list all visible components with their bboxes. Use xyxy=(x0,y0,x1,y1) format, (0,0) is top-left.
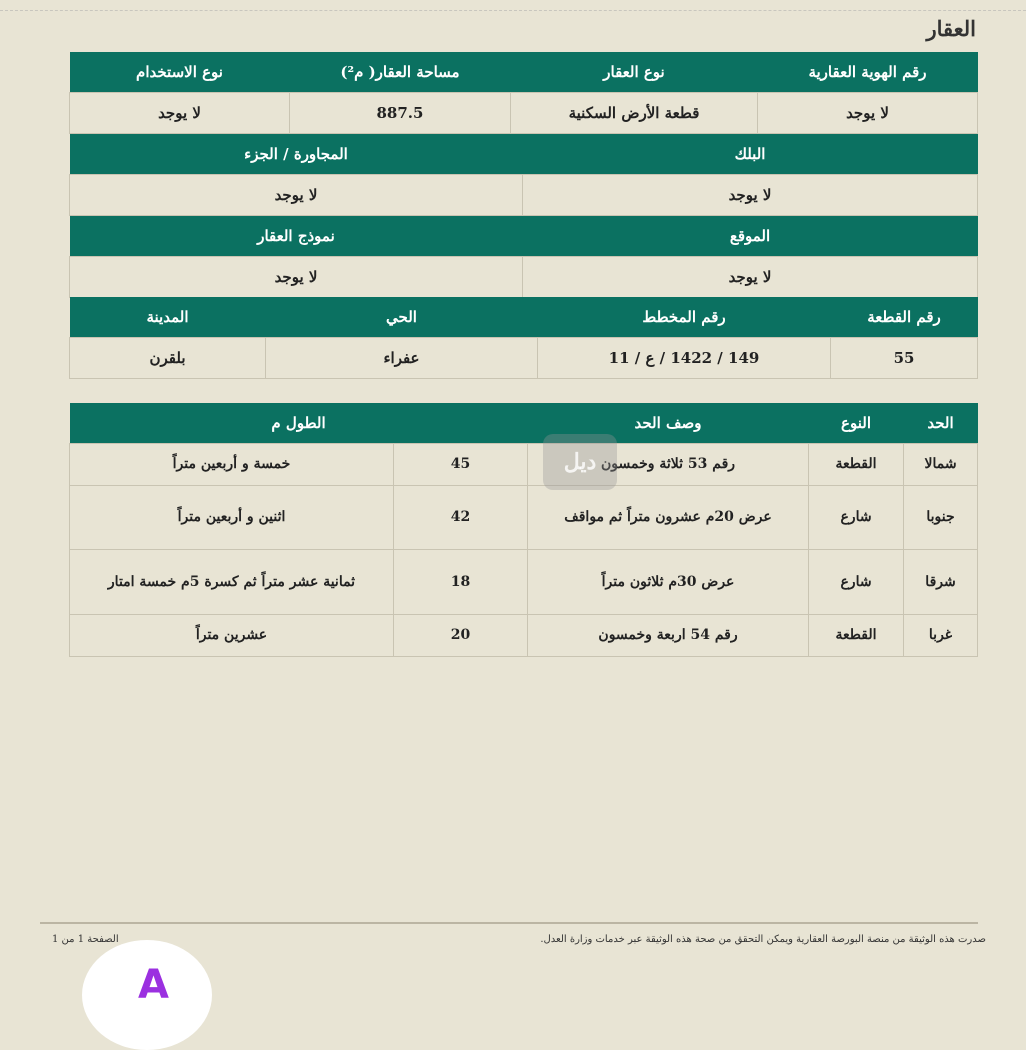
header-length: الطول م xyxy=(70,403,528,444)
cell-length-text: عشرين متراً xyxy=(70,615,394,657)
value-property-id: لا يوجد xyxy=(758,93,978,134)
cell-length-number: 18 xyxy=(394,550,528,615)
cell-type: القطعة xyxy=(809,615,904,657)
property-table-1 xyxy=(69,52,978,134)
table-row xyxy=(70,486,978,550)
header-district: الحي xyxy=(266,297,538,338)
cell-length-number: 42 xyxy=(394,486,528,550)
cell-length-number: 45 xyxy=(394,444,528,486)
page-number: الصفحة 1 من 1 xyxy=(52,934,119,945)
table-row xyxy=(70,444,978,486)
watermark-logo: ديل xyxy=(543,434,617,490)
header-neighborhood-part: المجاورة / الجزء xyxy=(70,134,523,175)
header-plot-number: رقم القطعة xyxy=(831,297,978,338)
value-property-type: قطعة الأرض السكنية xyxy=(511,93,758,134)
property-table-2 xyxy=(69,134,978,298)
cell-type: القطعة xyxy=(809,444,904,486)
header-property-model: نموذج العقار xyxy=(70,216,523,257)
table-row xyxy=(70,615,978,657)
footer-notice: صدرت هذه الوثيقة من منصة البورصة العقارية ويمكن التحقق من صحة هذه الوثيقة عبر خدمات وزارة العدل. xyxy=(540,934,986,945)
value-city: بلقرن xyxy=(70,338,266,379)
value-block: لا يوجد xyxy=(523,175,978,216)
header-direction: الحد xyxy=(904,403,978,444)
cell-length-number: 20 xyxy=(394,615,528,657)
table-row xyxy=(70,550,978,615)
header-usage: نوع الاستخدام xyxy=(70,52,290,93)
header-location: الموقع xyxy=(523,216,978,257)
boundaries-table xyxy=(69,403,978,657)
value-location: لا يوجد xyxy=(523,257,978,298)
value-usage: لا يوجد xyxy=(70,93,290,134)
value-property-model: لا يوجد xyxy=(70,257,523,298)
cell-length-text: اثنين و أربعين متراً xyxy=(70,486,394,550)
header-block: البلك xyxy=(523,134,978,175)
cell-type: شارع xyxy=(809,550,904,615)
cell-direction: جنوبا xyxy=(904,486,978,550)
section-title: العقار xyxy=(926,16,976,41)
value-plan-number: 149 / 1422 / ع / 11 xyxy=(538,338,831,379)
header-area: مساحة العقار( م²) xyxy=(290,52,511,93)
top-divider xyxy=(0,0,1026,11)
cell-direction: غربا xyxy=(904,615,978,657)
header-property-type: نوع العقار xyxy=(511,52,758,93)
value-plot-number: 55 xyxy=(831,338,978,379)
header-description: وصف الحد xyxy=(528,403,809,444)
property-table-3 xyxy=(69,297,978,379)
cell-length-text: ثمانية عشر متراً ثم كسرة 5م خمسة امتار xyxy=(70,550,394,615)
cell-description: عرض 20م عشرون متراً ثم مواقف xyxy=(528,486,809,550)
cell-description: رقم 54 اربعة وخمسون xyxy=(528,615,809,657)
cell-length-text: خمسة و أربعين متراً xyxy=(70,444,394,486)
value-neighborhood-part: لا يوجد xyxy=(70,175,523,216)
header-type: النوع xyxy=(809,403,904,444)
app-logo-button[interactable] xyxy=(82,940,212,1050)
cell-type: شارع xyxy=(809,486,904,550)
footer-divider xyxy=(40,922,978,924)
value-area: 887.5 xyxy=(290,93,511,134)
header-property-id: رقم الهوية العقارية xyxy=(758,52,978,93)
header-plan-number: رقم المخطط xyxy=(538,297,831,338)
cell-direction: شرقا xyxy=(904,550,978,615)
header-city: المدينة xyxy=(70,297,266,338)
cell-description: رقم 53 ثلاثة وخمسون xyxy=(528,444,809,486)
logo-a-icon: A xyxy=(138,962,169,1008)
cell-direction: شمالا xyxy=(904,444,978,486)
value-district: عفراء xyxy=(266,338,538,379)
cell-description: عرض 30م ثلاثون متراً xyxy=(528,550,809,615)
